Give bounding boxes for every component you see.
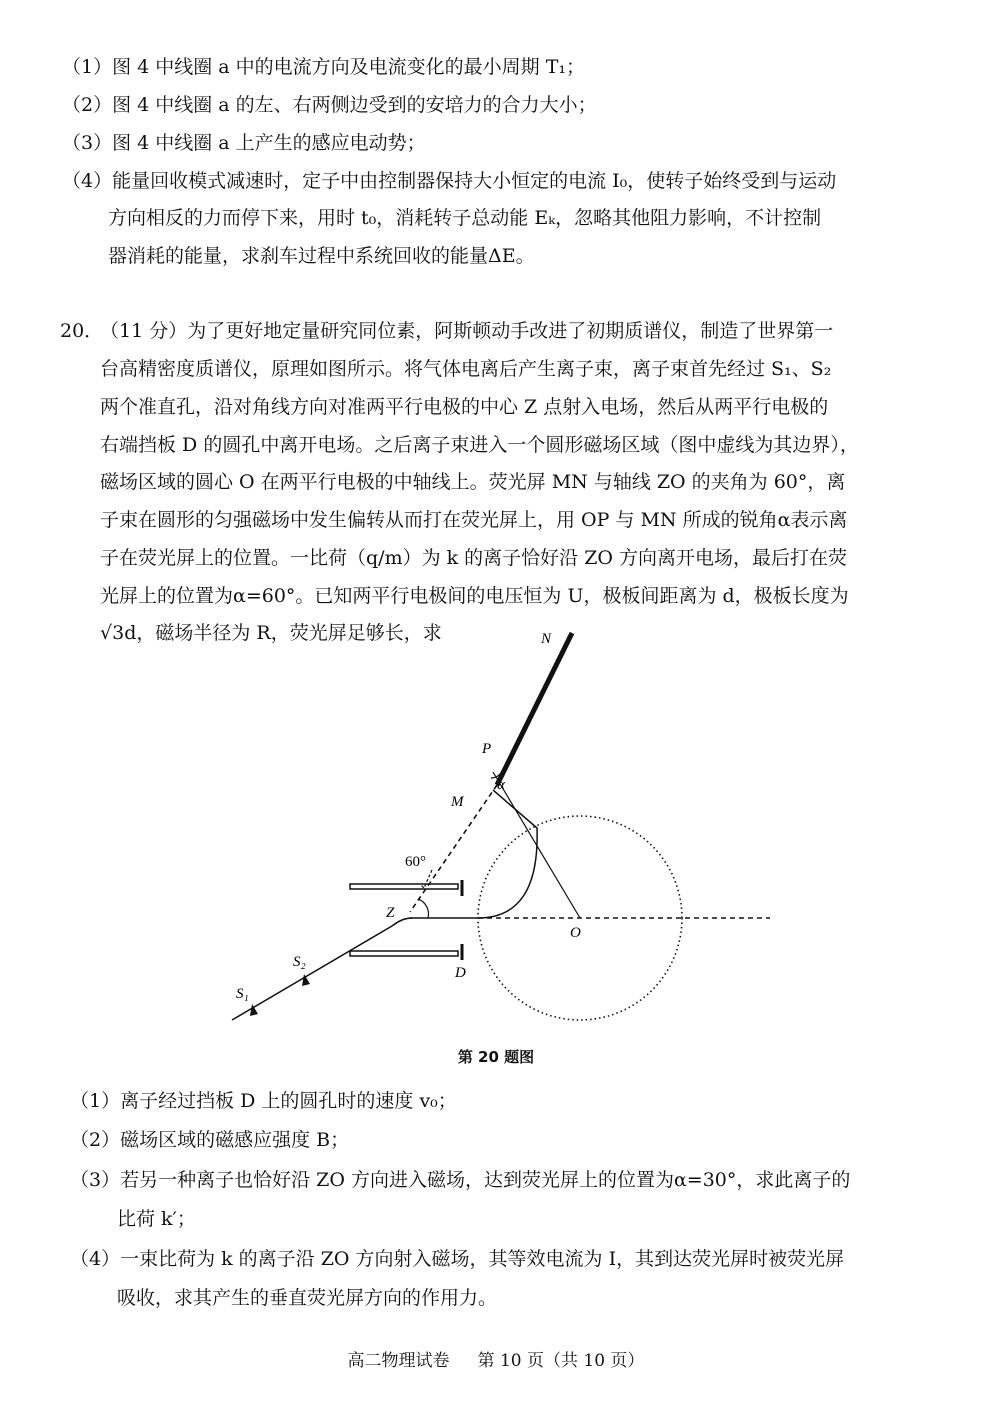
sub-q1-num: （1） [70,1090,121,1112]
q20-line-5: 磁场区域的圆心 O 在两平行电极的中轴线上。荧光屏 MN 与轴线 ZO 的夹角为 60°，离 [100,471,846,493]
sub-q2-text: 磁场区域的磁感应强度 B； [120,1129,350,1151]
incoming-beam [232,926,392,1020]
upper-plate [350,884,458,889]
prev-q4-num: （4） [62,170,113,192]
sub-q3 [70,1168,850,1192]
sub-q4-text: 一束比荷为 k 的离子沿 ZO 方向射入磁场，其等效电流为 I，其到达荧光屏时被荧光屏 [120,1248,845,1270]
prev-q2-text: 图 4 中线圈 a 的左、右两侧边受到的安培力的合力大小； [112,94,597,116]
prev-q3-text: 图 4 中线圈 a 上产生的感应电动势； [112,132,426,154]
q20-line-3: 两个准直孔，沿对角线方向对准两平行电极的中心 Z 点射入电场，然后从两平行电极的 [100,396,829,418]
q20-line-4: 右端挡板 D 的圆孔中离开电场。之后离子束进入一个圆形磁场区域（图中虚线为其边界）， [100,434,859,456]
prev-q1-num: （1） [62,56,113,78]
prev-q2-num: （2） [62,94,113,116]
sub-q2 [70,1128,349,1152]
angle-60-arc [418,899,429,918]
q20-number: 20． [60,320,104,342]
figure-caption: 第 20 题图 [457,1048,535,1066]
prev-q3-num: （3） [62,132,113,154]
prev-q4-line2: 方向相反的力而停下来，用时 t₀，消耗转子总动能 Eₖ，忽略其他阻力影响，不计控制 [108,207,822,229]
sub-q1 [70,1089,457,1113]
beam-bend [392,918,412,926]
label-p: P [482,741,492,757]
footer-subject: 高二物理试卷 [347,1351,450,1371]
lower-plate [350,951,458,956]
sub-q4-num: （4） [70,1248,121,1270]
prev-q1-text: 图 4 中线圈 a 中的电流方向及电流变化的最小周期 T₁； [112,56,585,78]
q20-line-7: 子在荧光屏上的位置。一比荷（q/m）为 k 的离子恰好沿 ZO 方向离开电场，最后打在荧 [100,547,848,569]
q20-line-8: 光屏上的位置为α=60°。已知两平行电极间的电压恒为 U，极板间距离为 d，极板长度为 [100,585,849,607]
label-z: Z [386,905,395,921]
sub-q2-num: （2） [70,1129,121,1151]
sub-q3-text: 若另一种离子也恰好沿 ZO 方向进入磁场，达到荧光屏上的位置为α=30°，求此离子的 [120,1169,851,1191]
angle-60-arrow [420,870,432,888]
sub-q4-line2: 吸收，求其产生的垂直荧光屏方向的作用力。 [117,1287,498,1309]
sub-q3-line2: 比荷 k′； [117,1208,196,1230]
label-d: D [455,965,466,981]
sub-q4 [70,1247,844,1271]
label-s2: S₂ [293,954,306,970]
label-60-degrees: 60° [405,854,426,870]
q20-line-2: 台高精密度质谱仪，原理如图所示。将气体电离后产生离子束，离子束首先经过 S₁、S₂ [100,358,832,380]
sub-q1-text: 离子经过挡板 D 上的圆孔时的速度 v₀； [120,1090,457,1112]
sub-q3-num: （3） [70,1169,121,1191]
q20-line-6: 子束在圆形的匀强磁场中发生偏转从而打在荧光屏上，用 OP 与 MN 所成的锐角α表示离 [100,509,848,531]
prev-q4-text: 能量回收模式减速时，定子中由控制器保持大小恒定的电流 I₀，使转子始终受到与运动 [112,170,837,192]
label-s1: S₁ [236,986,249,1002]
label-alpha: α [497,777,505,793]
screen-mn [497,633,572,785]
q20-line-9: √3d，磁场半径为 R，荧光屏足够长，求 [100,622,442,644]
q20-line-1: （11 分）为了更好地定量研究同位素，阿斯顿动手改进了初期质谱仪，制造了世界第一 [100,320,834,342]
label-n: N [541,631,552,647]
beam-arc [478,790,537,918]
footer-page: 第 10 页（共 10 页） [477,1351,645,1371]
page-footer [0,1346,992,1371]
label-m: M [451,794,464,810]
line-op [493,772,580,918]
prev-q4-line3: 器消耗的能量，求刹车过程中系统回收的能量ΔE。 [108,245,535,267]
label-o: O [570,925,581,941]
